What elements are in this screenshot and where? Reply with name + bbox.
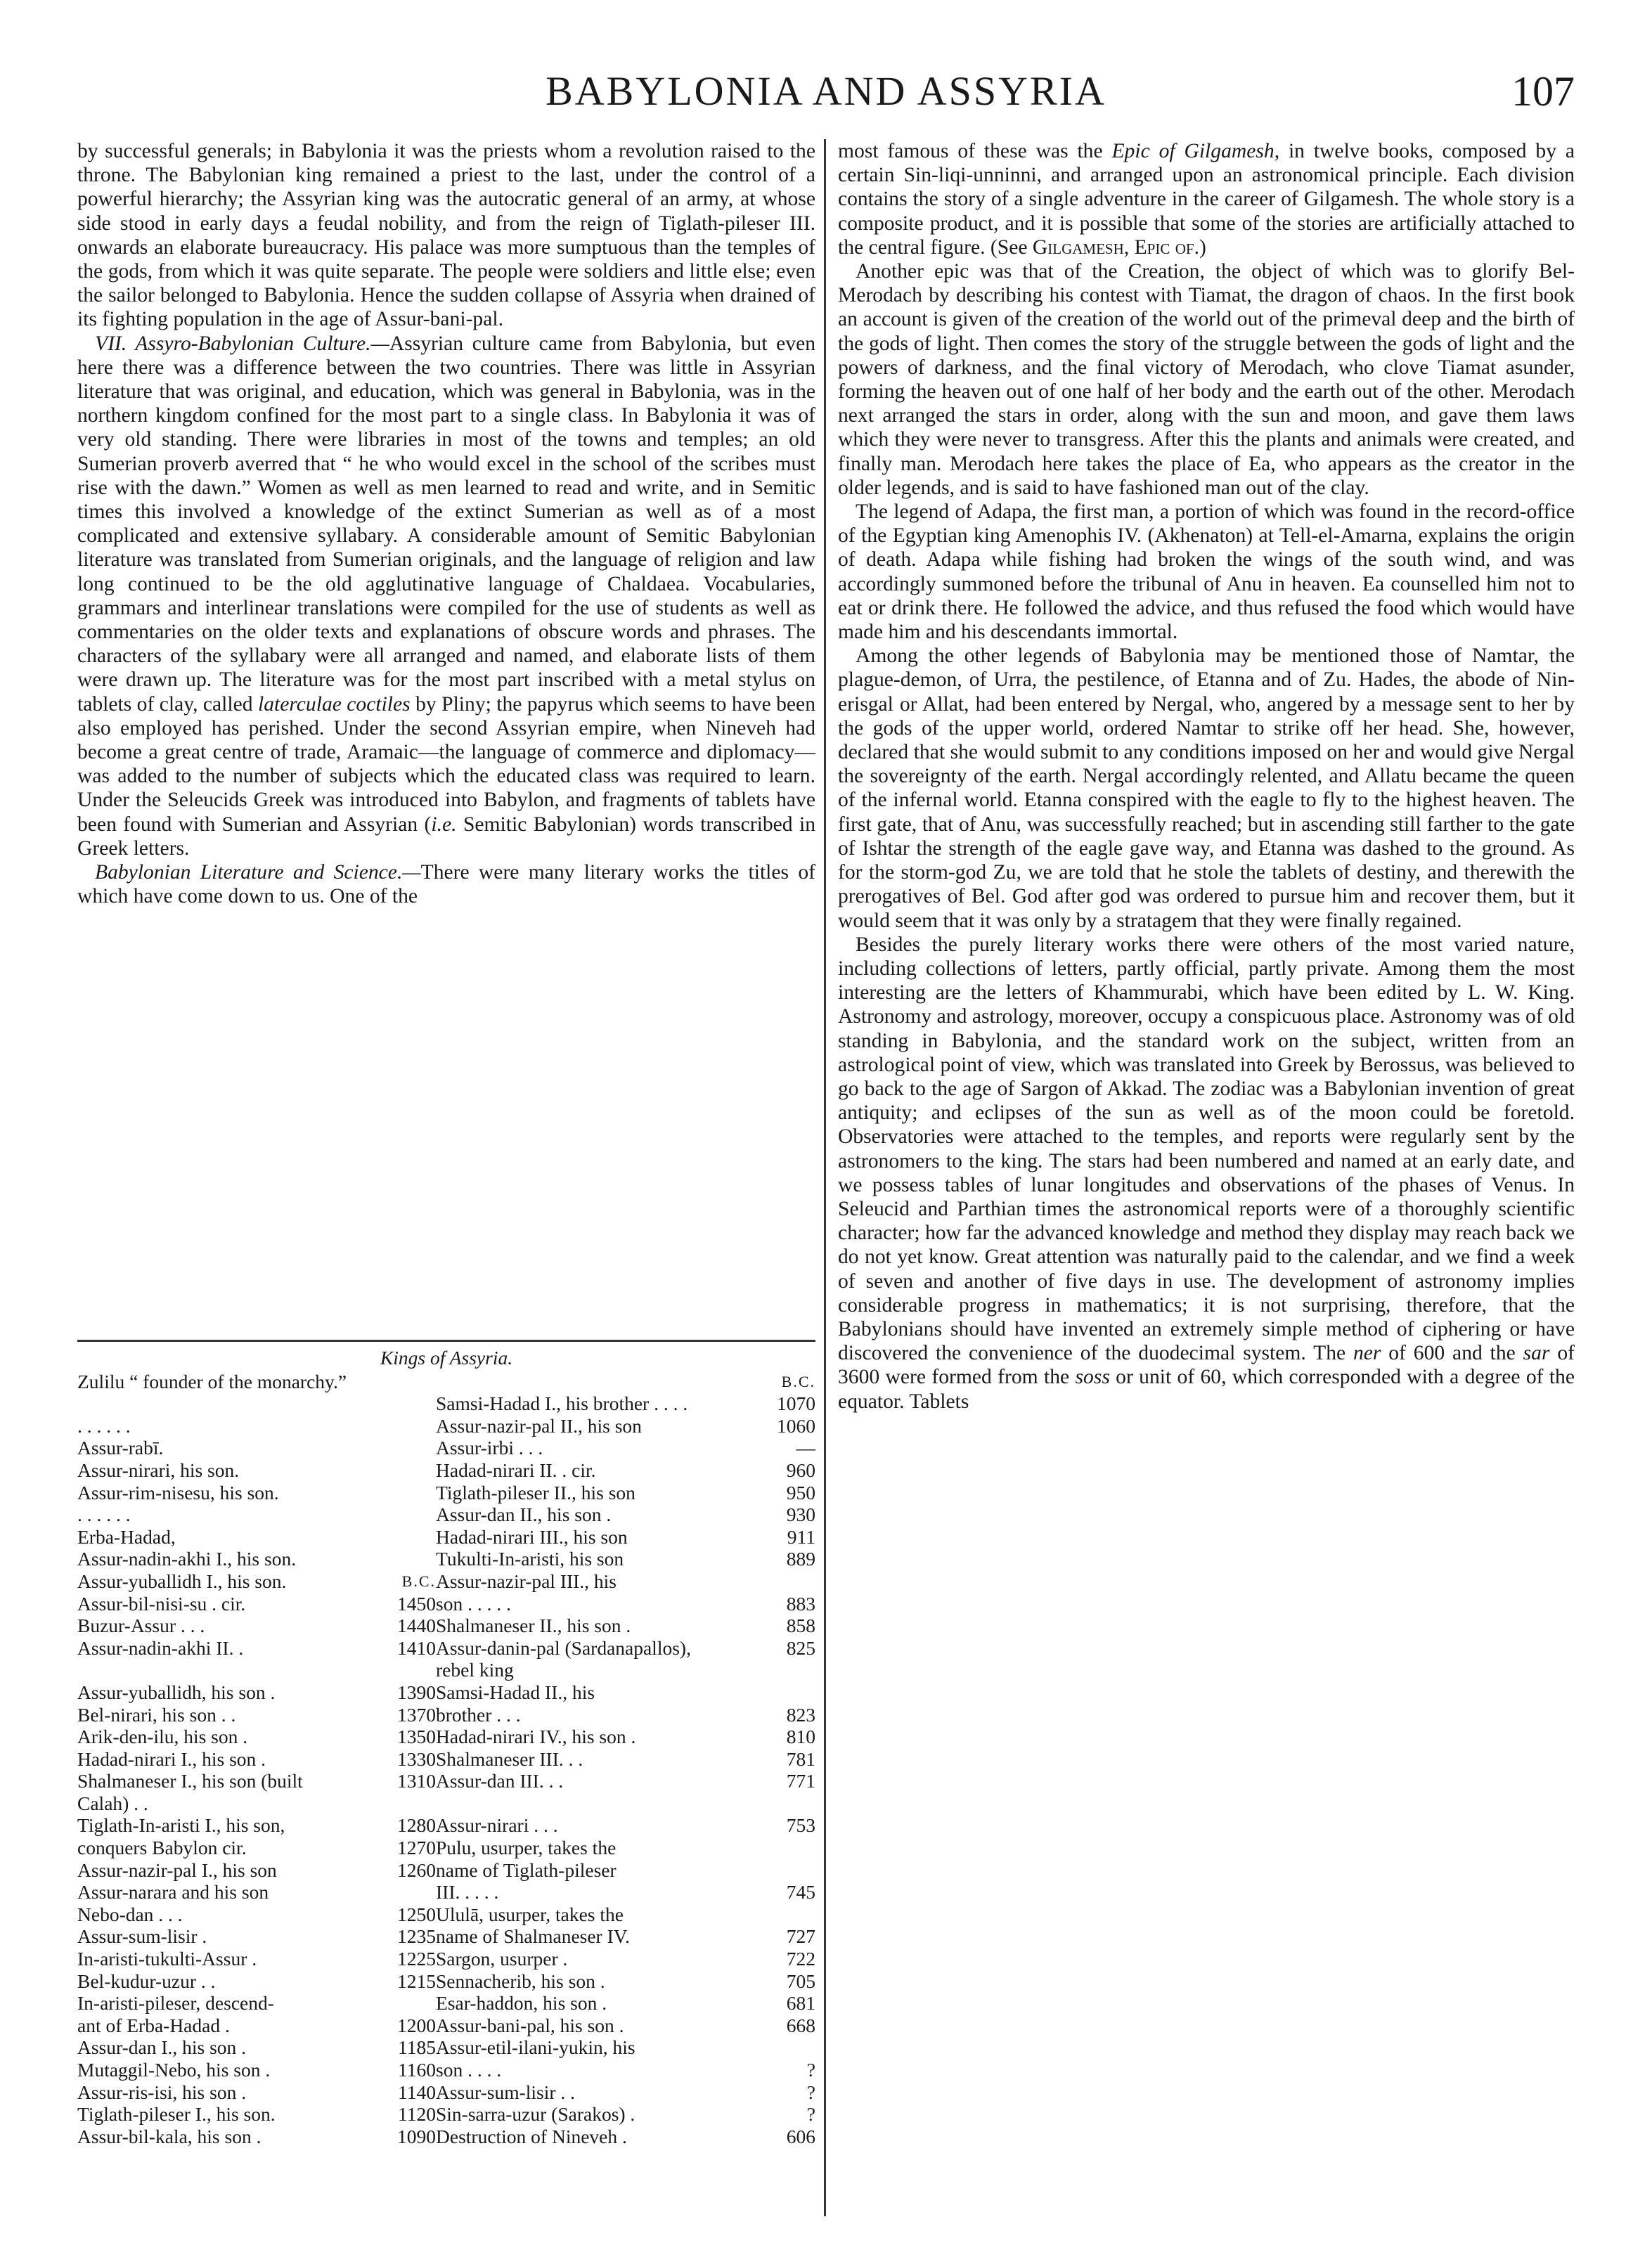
king-name-cell: Samsi-Hadad I., his brother . . . . [436,1392,688,1415]
king-name-cell: Assur-danin-pal (Sardanapallos), rebel king [436,1636,691,1681]
page-number: 107 [1511,68,1575,115]
table-row [77,1681,815,1704]
year-cell [731,1570,815,1593]
year-cell: 1280 [397,1814,436,1837]
king-name-cell: Bel-nirari, his son . . [77,1703,236,1726]
king-name-cell: Sargon, usurper . [436,1948,568,1970]
king-name-cell: Tiglath-pileser II., his son [436,1481,635,1504]
king-name-cell: Shalmaneser III. . . [436,1747,583,1770]
table-row [77,1992,815,2015]
year-cell: 753 [786,1814,815,1837]
table-row [77,1770,815,1814]
year-cell: 889 [786,1548,815,1570]
paragraph: Among the other legends of Babylonia may be mentioned those of Namtar, the plague-demon, of Urra, the pestilence, of Etanna and of Zu. Hades, the abode of Nin-erisgal or Allat, had been entered by Nergal, who, angered by a message sent to her by the gods of the upper world, ordered Namtar to strike off her head. She, however, declared that she would submit to any conditions imposed on her and would give Nergal the sovereignty of the earth. Nergal accordingly relented, and Allatu became the queen of the infernal world. Etanna conspired with the eagle to fly to the highest heaven. The first gate, that of Anu, was successfully reached; but in ascending still farther to the gate of Ishtar the strength of the eagle gave way, and Etanna was dashed to the ground. As for the storm-god Zu, we are told that he stole the tablets of destiny, and therewith the prerogatives of Bel. God after god was ordered to pursue him and recover them, but it would seem that it was only by a stratagem that they were finally regained. [838,645,1575,932]
table-row [77,1504,815,1526]
table-row [77,1814,815,1837]
year-cell: 606 [786,2125,815,2147]
king-name-cell: Assur-irbi . . . [436,1437,543,1459]
year-cell [359,1881,436,1903]
year-cell: B.C. [401,1572,436,1590]
year-cell [359,1415,436,1437]
year-cell [731,1681,815,1704]
year-cell: 727 [786,1925,815,1948]
paragraph: Another epic was that of the Creation, the object of which was to glorify Bel-Merodach by describing his contest with Tiamat, the dragon of chaos. In the first book an account is given of the creation of the world out of the primeval deep and the birth of the gods of light. Then comes the story of the struggle between the gods of light and the powers of darkness, and the final victory of Merodach, who clove Tiamat asunder, forming the heaven out of one half of her body and the earth out of the other. Merodach next arranged the stars in order, along with the sun and moon, and gave them laws which they were never to transgress. After this the plants and animals were created, and finally man. Merodach here takes the place of Ea, who appears as the creator in the older legends, and is said to have fashioned man out of the clay. [838,260,1575,499]
paragraph: VII. Assyro-Babylonian Culture.—Assyrian culture came from Babylonia, but even here there was a difference between the two countries. There was little in Assyrian literature that was original, and education, which was general in Babylonia, was in the northern kingdom confined for the most part to a single class. In Babylonia it was of very old standing. There were libraries in most of the towns and temples; an old Sumerian proverb averred that “ he who would excel in the school of the scribes must rise with the dawn.” Women as well as men learned to read and write, and in Semitic times this involved a knowledge of the extinct Sumerian as well as of a most complicated and extensive syllabary. A considerable amount of Semitic Babylonian literature was translated from Sumerian originals, and the language of religion and law long continued to be the old agglutinative language of Chaldaea. Vocabularies, grammars and interlinear translations were compiled for the use of students as well as commentaries on the older texts and explanations of obscure words and phrases. The characters of the syllabary were all arranged and named, and elaborate lists of them were drawn up. The literature was for the most part inscribed with a metal stylus on tablets of clay, called laterculae coctiles by Pliny; the papyrus which seems to have been also employed has perished. Under the second Assyrian empire, when Nineveh had become a great centre of trade, Aramaic—the language of commerce and diplomacy—was added to the number of subjects which the educated class was required to learn. Under the Seleucids Greek was introduced into Babylon, and fragments of tablets have been found with Sumerian and Assyrian (i.e. Semitic Babylonian) words transcribed in Greek letters. [77,332,815,860]
table-row [77,1970,815,1993]
table-row [77,1925,815,1948]
king-name-cell: Tukulti-In-aristi, his son [436,1548,624,1570]
table-row [77,2059,815,2081]
king-name-cell: . . . . . . [77,1414,131,1437]
year-cell [359,1437,436,1459]
year-cell: 1370 [397,1703,436,1726]
table-row [77,2015,815,2037]
king-name-cell: Assur-yuballidh, his son . [77,1681,276,1703]
year-cell: 668 [786,2014,815,2036]
year-cell: 1410 [397,1636,436,1659]
year-cell: 1090 [397,2125,436,2147]
king-name-cell: Assur-nadin-akhi I., his son. [77,1548,297,1570]
table-row [77,1593,815,1615]
kings-table [77,1347,815,2147]
king-name-cell: Samsi-Hadad II., his [436,1681,595,1703]
year-cell [731,2036,815,2059]
year-cell: 1310 [397,1770,436,1792]
year-cell: 1215 [397,1970,436,1992]
table-row [77,1392,815,1415]
paragraph: Babylonian Literature and Science.—There were many literary works the titles of which have come down to us. One of the [77,861,815,908]
table-row [77,1437,815,1459]
table-row [77,1548,815,1570]
king-name-cell: Shalmaneser I., his son (built Calah) . . [77,1770,303,1814]
king-name-cell: Hadad-nirari III., his son [436,1525,628,1548]
paragraph: most famous of these was the Epic of Gilgamesh, in twelve books, composed by a certain Sin-liqi-unninni, and arranged upon an astronomical principle. Each division contains the story of a single adventure in the career of Gilgamesh. The whole story is a composite product, and it is possible that some of the stories are artificially attached to the central figure. (See Gilgamesh, Epic of.) [838,140,1575,259]
king-name-cell: In-aristi-pileser, descend- [77,1992,274,2015]
king-name-cell: brother . . . [436,1703,521,1726]
king-name-cell: Erba-Hadad, [77,1525,176,1548]
paragraph: Besides the purely literary works there were others of the most varied nature, including collections of letters, partly official, partly private. Among them the most interesting are the letters of Khammurabi, which have been edited by L. W. King. Astronomy and astrology, moreover, occupy a conspicuous place. Astronomy was of old standing in Babylonia, and the standard work on the subject, written from an astrological point of view, which was translated into Greek by Berossus, was believed to go back to the age of Sargon of Akkad. The zodiac was a Babylonian invention of great antiquity; and eclipses of the sun as well as of the moon could be foretold. Observatories were attached to the temples, and reports were regularly sent by the astronomers to the king. The stars had been numbered and named at an early date, and we possess tables of lunar longitudes and observations of the phases of Venus. In Seleucid and Parthian times the astronomical reports were of a thoroughly scientific character; how far the advanced knowledge and method they display may reach back we do not yet know. Great attention was naturally paid to the calendar, and we find a week of seven and another of five days in use. The development of astronomy implies considerable progress in mathematics; it is not surprising, therefore, that the Babylonians should have invented an extremely simple method of ciphering or have discovered the convenience of the duodecimal system. The ner of 600 and the sar of 3600 were formed from the soss or unit of 60, which corresponded with a degree of the equator. Tablets [838,933,1575,1413]
king-name-cell: Assur-sum-lisir . [77,1925,207,1948]
year-cell: — [796,1437,815,1459]
year-cell: ? [806,2059,815,2081]
year-cell: 781 [786,1747,815,1770]
year-cell: 1250 [397,1903,436,1925]
year-cell [359,1392,436,1415]
year-cell [359,1548,436,1570]
king-name-cell: Hadad-nirari I., his son . [77,1747,266,1770]
year-cell: 883 [786,1592,815,1615]
section-heading: Babylonian Literature and Science.— [95,861,421,884]
king-name-cell: Assur-nazir-pal III., his [436,1570,617,1592]
king-name-cell: Assur-rim-nisesu, his son. [77,1481,279,1504]
king-name-cell: Assur-dan III. . . [436,1770,564,1792]
table-row [77,1482,815,1504]
table-row [77,1881,815,1903]
king-name-cell: Hadad-nirari II. . cir. [436,1459,596,1481]
year-cell: 823 [786,1703,815,1726]
year-cell: 825 [786,1636,815,1659]
year-cell: 1070 [777,1392,815,1415]
king-name-cell: Pulu, usurper, takes the [436,1837,617,1859]
king-name-cell: Assur-narara and his son [77,1881,269,1903]
king-name-cell: ant of Erba-Hadad . [77,2014,230,2036]
year-cell: 1260 [397,1858,436,1881]
year-cell [359,1992,436,2015]
king-name-cell: name of Tiglath-pileser [436,1858,617,1881]
page-header [77,67,1575,117]
year-cell [731,1837,815,1859]
table-row [77,1615,815,1637]
table-row [77,2103,815,2126]
year-cell: 1450 [397,1592,436,1615]
king-name-cell [436,1371,731,1393]
year-cell: 1225 [397,1948,436,1970]
year-cell: 810 [786,1726,815,1748]
year-cell: 1440 [397,1615,436,1637]
table-row [77,1415,815,1437]
king-name-cell: Hadad-nirari IV., his son . [436,1726,636,1748]
year-cell [359,1371,436,1393]
table-row [77,1859,815,1882]
year-cell: 1390 [397,1681,436,1703]
year-cell [359,1526,436,1549]
table-caption: Kings of Assyria. [380,1347,513,1369]
king-name-cell: Ululā, usurper, takes the [436,1903,624,1925]
king-name-cell: Nebo-dan . . . [77,1903,183,1925]
table-rule [77,1340,815,1342]
king-name-cell: Arik-den-ilu, his son . [77,1726,248,1748]
year-cell: 1120 [398,2103,436,2126]
section-heading: VII. Assyro-Babylonian Culture.— [95,332,389,355]
table-row [77,1637,815,1681]
king-name-cell: Bel-kudur-uzur . . [77,1970,216,1992]
table-row [77,1526,815,1549]
king-name-cell: Assur-yuballidh I., his son. [77,1570,287,1592]
year-cell [359,1482,436,1504]
column-rule [824,139,826,2216]
king-name-cell: Assur-nazir-pal II., his son [436,1414,642,1437]
table-row [77,1704,815,1726]
king-name-cell: Esar-haddon, his son . [436,1992,607,2015]
year-cell: 722 [786,1948,815,1970]
king-name-cell: Assur-rabī. [77,1437,164,1459]
table-row [77,1570,815,1593]
king-name-cell: Assur-nazir-pal I., his son [77,1858,277,1881]
king-name-cell: Buzur-Assur . . . [77,1615,205,1637]
king-name-cell: Assur-ris-isi, his son . [77,2081,247,2103]
king-name-cell [77,1392,359,1415]
king-name-cell: Sin-sarra-uzur (Sarakos) . [436,2103,635,2126]
king-name-cell: Assur-nadin-akhi II. . [77,1636,244,1659]
king-name-cell: Assur-bani-pal, his son . [436,2014,624,2036]
king-name-cell: . . . . . . [77,1504,131,1526]
year-cell: 1185 [398,2036,436,2059]
king-name-cell: Destruction of Nineveh . [436,2125,627,2147]
year-cell: 930 [786,1504,815,1526]
kings-list [77,1371,815,2148]
year-cell: 705 [786,1970,815,1992]
year-cell: 1270 [397,1837,436,1859]
year-cell [731,1903,815,1926]
year-cell: ? [806,2103,815,2126]
king-name-cell: In-aristi-tukulti-Assur . [77,1948,257,1970]
left-column [77,139,815,909]
king-name-cell: son . . . . [436,2059,502,2081]
table-row [77,1371,815,1393]
king-name-cell: Zulilu “ founder of the monarchy.” [77,1370,347,1392]
king-name-cell: Assur-nirari, his son. [77,1459,240,1481]
year-cell: 681 [786,1992,815,2015]
king-name-cell: son . . . . . [436,1592,511,1615]
year-cell: B.C. [781,1372,815,1390]
year-cell: 1235 [397,1925,436,1948]
running-title: BABYLONIA AND ASSYRIA [546,68,1106,114]
year-cell: 1140 [398,2081,436,2103]
year-cell [359,1504,436,1526]
right-column [838,139,1575,1414]
king-name-cell: Sennacherib, his son . [436,1970,605,1992]
table-row [77,1903,815,1926]
king-name-cell: Shalmaneser II., his son . [436,1615,631,1637]
paragraph: The legend of Adapa, the first man, a portion of which was found in the record-office of the Egyptian king Amenophis IV. (Akhenaton) at Tell-el-Amarna, explains the origin of death. Adapa while fishing had broken the wings of the south wind, and was accordingly summoned before the tribunal of Anu in heaven. Ea counselled him not to eat or drink there. He followed the advice, and thus refused the food which would have made him and his descendants immortal. [838,500,1575,644]
year-cell [359,1459,436,1482]
king-name-cell: Assur-dan I., his son . [77,2036,247,2059]
king-name-cell: name of Shalmaneser IV. [436,1925,630,1948]
year-cell [731,1859,815,1882]
king-name-cell: Assur-etil-ilani-yukin, his [436,2036,635,2059]
table-row [77,2081,815,2104]
table-row [77,2126,815,2148]
year-cell: 1350 [397,1726,436,1748]
paragraph: by successful generals; in Babylonia it was the priests whom a revolution raised to the throne. The Babylonian king remained a priest to the last, under the control of a powerful hierarchy; the Assyrian king was the autocratic general of an army, at whose side stood in early days a feudal nobility, and from the reign of Tiglath-pileser III. onwards an elaborate bureaucracy. His palace was more sumptuous than the temples of the gods, from which it was quite separate. The people were soldiers and little else; even the sailor belonged to Babylonia. Hence the sudden collapse of Assyria when drained of its fighting population in the age of Assur-bani-pal. [77,140,815,331]
king-name-cell: Tiglath-In-aristi I., his son, [77,1814,285,1837]
year-cell: 911 [787,1525,815,1548]
year-cell: 960 [786,1459,815,1481]
year-cell: 950 [786,1481,815,1504]
table-row [77,1748,815,1771]
year-cell: 1200 [397,2014,436,2036]
king-name-cell: Assur-bil-kala, his son . [77,2125,262,2147]
year-cell: 858 [786,1615,815,1637]
year-cell: 1330 [397,1747,436,1770]
king-name-cell: III. . . . . [436,1881,499,1903]
table-row [77,2036,815,2059]
king-name-cell: Assur-sum-lisir . . [436,2081,576,2103]
king-name-cell: Assur-nirari . . . [436,1814,558,1837]
table-row [77,1837,815,1859]
cross-reference: Gilgamesh, Epic of. [1032,235,1199,259]
year-cell: 1060 [777,1414,815,1437]
king-name-cell: Assur-bil-nisi-su . cir. [77,1592,246,1615]
king-name-cell: Mutaggil-Nebo, his son . [77,2059,271,2081]
king-name-cell: conquers Babylon cir. [77,1837,247,1859]
king-name-cell: Assur-dan II., his son . [436,1504,612,1526]
table-row [77,1726,815,1748]
table-row [77,1459,815,1482]
year-cell: 1160 [398,2059,436,2081]
king-name-cell: Tiglath-pileser I., his son. [77,2103,276,2126]
year-cell: ? [806,2081,815,2103]
table-row [77,1948,815,1970]
year-cell: 745 [786,1881,815,1903]
year-cell: 771 [786,1770,815,1792]
